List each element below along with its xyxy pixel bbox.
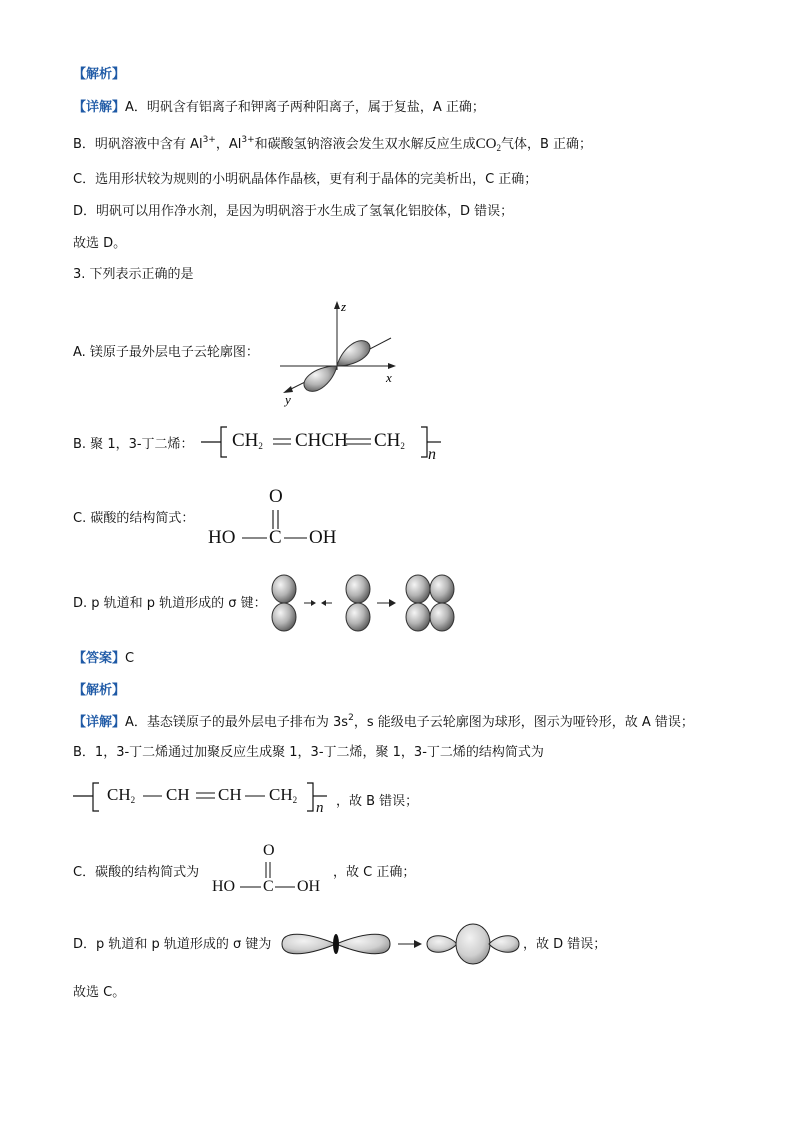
option-b-chch: CHCH <box>295 430 348 451</box>
analysis-heading-1: 【解析】 <box>73 67 126 82</box>
axis-z-label: z <box>341 299 347 314</box>
axis-y-label: y <box>285 392 291 407</box>
detail-c-o: O <box>263 842 275 859</box>
option-c-structure <box>208 484 348 554</box>
option-b-sub-1: 2 <box>258 441 263 451</box>
option-c-oh: OH <box>309 527 337 548</box>
option-c-ho: HO <box>208 527 236 548</box>
detail-b-1-part-b: ，Al <box>215 137 242 152</box>
answer-value: C <box>125 651 135 666</box>
detail-a-1 <box>73 99 485 117</box>
polymer-ch2-1: CH <box>107 785 131 804</box>
detail-d-2-suffix: ，故 D 错误； <box>523 937 607 952</box>
option-b-sub-2: 2 <box>400 441 405 451</box>
detail-b-2: B．1，3-丁二烯通过加聚反应生成聚 1，3-丁二烯，聚 1，3-丁二烯的结构简式为 <box>73 745 544 760</box>
question-3: 3. 下列表示正确的是 <box>73 267 194 282</box>
detail-c-2-label: C．碳酸的结构简式为 <box>73 865 200 880</box>
detail-a-2-sup: 2 <box>348 713 354 723</box>
detail-c-c: C <box>263 878 274 895</box>
dumbbell-orbital-diagram <box>275 296 405 408</box>
detail-b-1-co2: CO <box>475 136 497 152</box>
detail-b-1-part-a: B．明矾溶液中含有 Al <box>73 137 203 152</box>
polymer-formula <box>73 780 473 820</box>
option-b-ch2-1: CH <box>232 430 259 451</box>
detail-d-1: D．明矾可以用作净水剂，是因为明矾溶于水生成了氢氧化铝胶体，D 错误； <box>73 204 514 219</box>
polymer-sub-1: 2 <box>130 795 136 805</box>
polymer-sub-2: 2 <box>292 795 298 805</box>
detail-c-structure <box>212 842 332 902</box>
detail-a-2 <box>73 714 694 732</box>
detail-a-2-part-a: A．基态镁原子的最外层电子排布为 3s <box>125 715 349 730</box>
detail-c-1: C．选用形状较为规则的小明矾晶体作晶核，更有利于晶体的完美析出，C 正确； <box>73 172 538 187</box>
option-b-formula <box>201 424 446 464</box>
answer-tag: 【答案】 <box>73 651 126 666</box>
detail-b-1 <box>73 135 592 154</box>
polymer-ch-1: CH <box>166 785 190 804</box>
polymer-n: n <box>316 800 324 816</box>
option-b-ch2-2: CH <box>374 430 401 451</box>
polymer-suffix: ，故 B 错误； <box>336 794 419 809</box>
option-c-label: C. 碳酸的结构简式： <box>73 511 195 526</box>
detail-b-1-sup2: 3+ <box>241 135 255 145</box>
detail-c-2-suffix: ，故 C 正确； <box>333 865 416 880</box>
detail-tag-1: 【详解】 <box>73 100 126 115</box>
option-b-label: B. 聚 1，3-丁二烯： <box>73 437 194 452</box>
detail-c-oh: OH <box>297 878 321 895</box>
option-d-orbital-diagram <box>268 573 468 635</box>
polymer-ch-2: CH <box>218 785 242 804</box>
detail-b-1-sup1: 3+ <box>202 135 216 145</box>
detail-b-1-co2-sub: 2 <box>496 143 501 153</box>
option-a-label: A. 镁原子最外层电子云轮廓图： <box>73 345 259 360</box>
polymer-ch2-2: CH <box>269 785 293 804</box>
option-c-c: C <box>269 527 282 548</box>
sigma-bond-diagram <box>282 925 522 969</box>
detail-d-2-label: D．p 轨道和 p 轨道形成的 σ 键为 <box>73 937 272 952</box>
detail-tag-2: 【详解】 <box>73 715 126 730</box>
detail-a-2-part-b: ，s 能级电子云轮廓图为球形，图示为哑铃形，故 A 错误； <box>353 715 694 730</box>
analysis-heading-2: 【解析】 <box>73 683 126 698</box>
conclusion-2: 故选 C。 <box>73 985 126 1000</box>
detail-b-1-part-d: 气体，B 正确； <box>501 137 593 152</box>
detail-c-ho: HO <box>212 878 236 895</box>
conclusion-1: 故选 D。 <box>73 236 127 251</box>
detail-a-1-text: A．明矾含有铝离子和钾离子两种阳离子，属于复盐，A 正确； <box>125 100 485 115</box>
option-c-o: O <box>269 486 283 507</box>
axis-x-label: x <box>386 370 392 385</box>
detail-b-1-part-c: 和碳酸氢钠溶液会发生双水解反应生成 <box>254 137 476 152</box>
option-d-label: D. p 轨道和 p 轨道形成的 σ 键： <box>73 596 267 611</box>
option-b-n: n <box>428 446 436 463</box>
answer-line <box>73 650 134 668</box>
